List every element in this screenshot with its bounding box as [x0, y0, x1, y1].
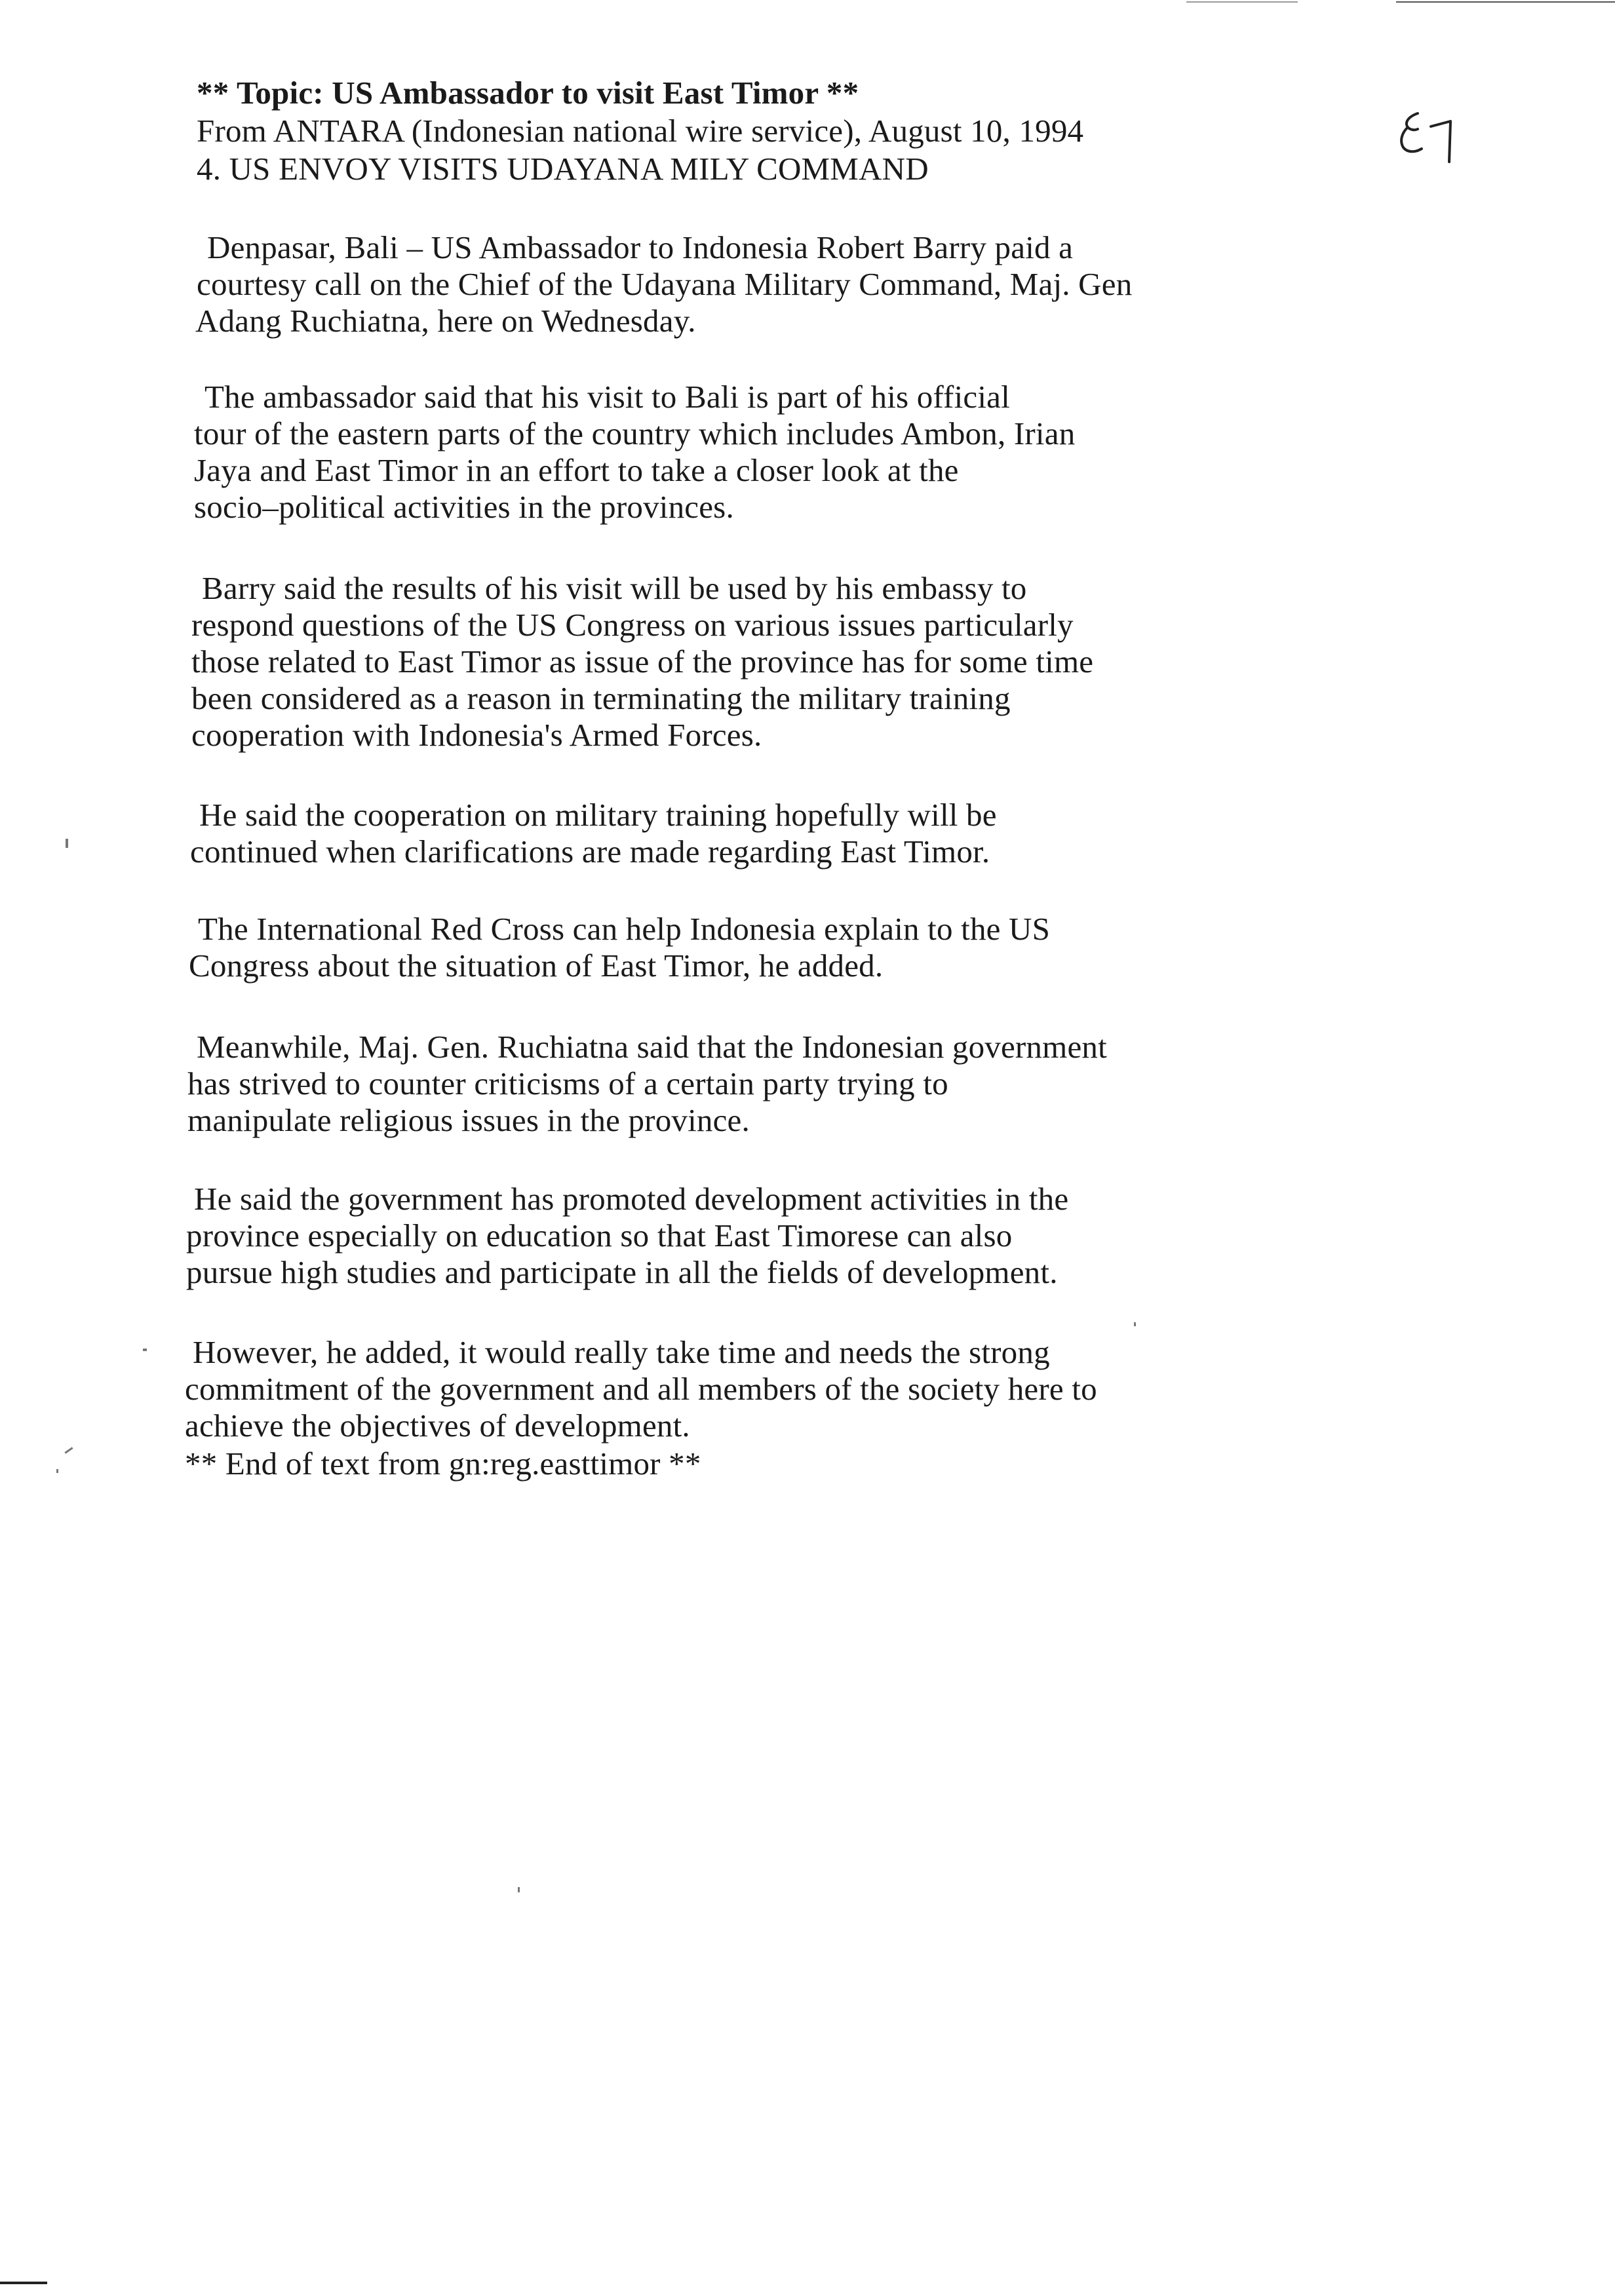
scan-speck — [66, 839, 68, 848]
topic-heading: ** Topic: US Ambassador to visit East Timor ** — [197, 75, 859, 111]
body-line: tour of the eastern parts of the country which includes Ambon, Irian — [194, 415, 1076, 451]
body-line: achieve the objectives of development. — [185, 1407, 690, 1444]
scan-speck — [1134, 1322, 1136, 1326]
source-line: From ANTARA (Indonesian national wire service), August 10, 1994 — [197, 113, 1084, 149]
body-line: The ambassador said that his visit to Bali is part of his official — [204, 379, 1010, 415]
scan-speck — [64, 1447, 73, 1453]
body-line: courtesy call on the Chief of the Udayana Military Command, Maj. Gen — [197, 266, 1133, 302]
body-line: been considered as a reason in terminating the military training — [191, 680, 1011, 716]
body-line: manipulate religious issues in the province. — [187, 1102, 750, 1138]
body-line: Barry said the results of his visit will be used by his embassy to — [202, 570, 1027, 606]
scan-edge-line — [1186, 1, 1298, 3]
body-line: cooperation with Indonesia's Armed Forces. — [191, 717, 762, 753]
body-line: However, he added, it would really take time and needs the strong — [193, 1334, 1050, 1370]
body-line: He said the government has promoted development activities in the — [194, 1181, 1069, 1217]
scan-speck — [56, 1469, 58, 1473]
body-line: Congress about the situation of East Timor, he added. — [189, 947, 884, 984]
scan-speck — [143, 1349, 147, 1351]
body-line: He said the cooperation on military training hopefully will be — [199, 797, 997, 833]
end-of-text-footer: ** End of text from gn:reg.easttimor ** — [185, 1445, 701, 1482]
body-line: Denpasar, Bali – US Ambassador to Indonesia Robert Barry paid a — [207, 229, 1074, 265]
body-line: has strived to counter criticisms of a certain party trying to — [187, 1065, 948, 1101]
body-line: The International Red Cross can help Indonesia explain to the US — [198, 911, 1051, 947]
body-line: those related to East Timor as issue of the province has for some time — [191, 643, 1094, 679]
body-line: socio–political activities in the provinces. — [194, 489, 734, 525]
body-line: continued when clarifications are made regarding East Timor. — [190, 833, 990, 870]
body-line: Meanwhile, Maj. Gen. Ruchiatna said that the Indonesian government — [197, 1029, 1107, 1065]
scan-edge-line — [1396, 1, 1615, 3]
body-line: respond questions of the US Congress on various issues particularly — [191, 607, 1074, 643]
scan-edge-mark — [0, 2282, 47, 2284]
handwritten-e1-mark — [1393, 102, 1465, 167]
article-headline: 4. US ENVOY VISITS UDAYANA MILY COMMAND — [197, 151, 929, 187]
body-line: Adang Ruchiatna, here on Wednesday. — [195, 303, 696, 339]
body-line: Jaya and East Timor in an effort to take a closer look at the — [194, 452, 959, 488]
body-line: pursue high studies and participate in all the fields of development. — [186, 1254, 1058, 1290]
body-line: commitment of the government and all members of the society here to — [185, 1371, 1097, 1407]
body-line: province especially on education so that East Timorese can also — [186, 1217, 1013, 1253]
scan-speck — [518, 1887, 520, 1892]
